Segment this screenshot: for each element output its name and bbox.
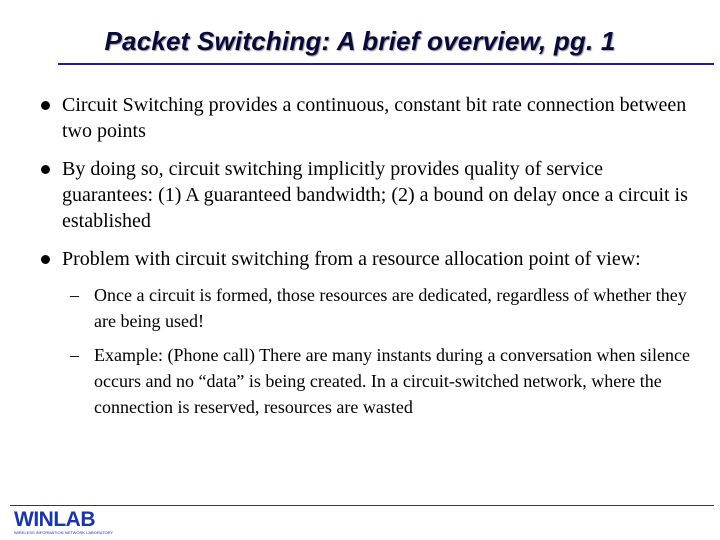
bullet-dot-icon: [41, 101, 50, 110]
sub-bullet-item: [70, 342, 690, 420]
bullet-list: [40, 92, 690, 432]
bullet-dot-icon: [41, 255, 50, 264]
bullet-text: Problem with circuit switching from a resource allocation point of view:: [62, 248, 641, 270]
bullet-text: Circuit Switching provides a continuous, constant bit rate connection between two points: [62, 94, 687, 142]
sub-bullet-text: Once a circuit is formed, those resources are dedicated, regardless of whether they are being used!: [94, 285, 687, 331]
logo-tagline: WIRELESS INFORMATION NETWORK LABORATORY: [14, 530, 114, 535]
bullet-item: [40, 246, 690, 420]
sub-bullet-item: [70, 282, 690, 334]
bullet-dot-icon: [41, 165, 50, 174]
winlab-logo: [14, 510, 118, 536]
sub-bullet-list: [70, 282, 690, 420]
dash-icon: –: [70, 345, 79, 365]
logo-wordmark: WINLAB: [14, 508, 95, 531]
bullet-item: [40, 92, 690, 144]
dash-icon: –: [70, 285, 79, 305]
slide-title: Packet Switching: A brief overview, pg. 1: [104, 26, 616, 56]
bullet-item: [40, 156, 690, 234]
title-underline: [58, 63, 714, 65]
bullet-text: By doing so, circuit switching implicitly provides quality of service guarantees: (1) A guaranteed bandwidth; (2) a bound on delay once a circuit is established: [62, 158, 688, 232]
footer-rule: [10, 505, 714, 506]
sub-bullet-text: Example: (Phone call) There are many instants during a conversation when silence occurs and no “data” is being created. In a circuit-switched network, where the connection is reserved, resources are wasted: [94, 345, 690, 417]
